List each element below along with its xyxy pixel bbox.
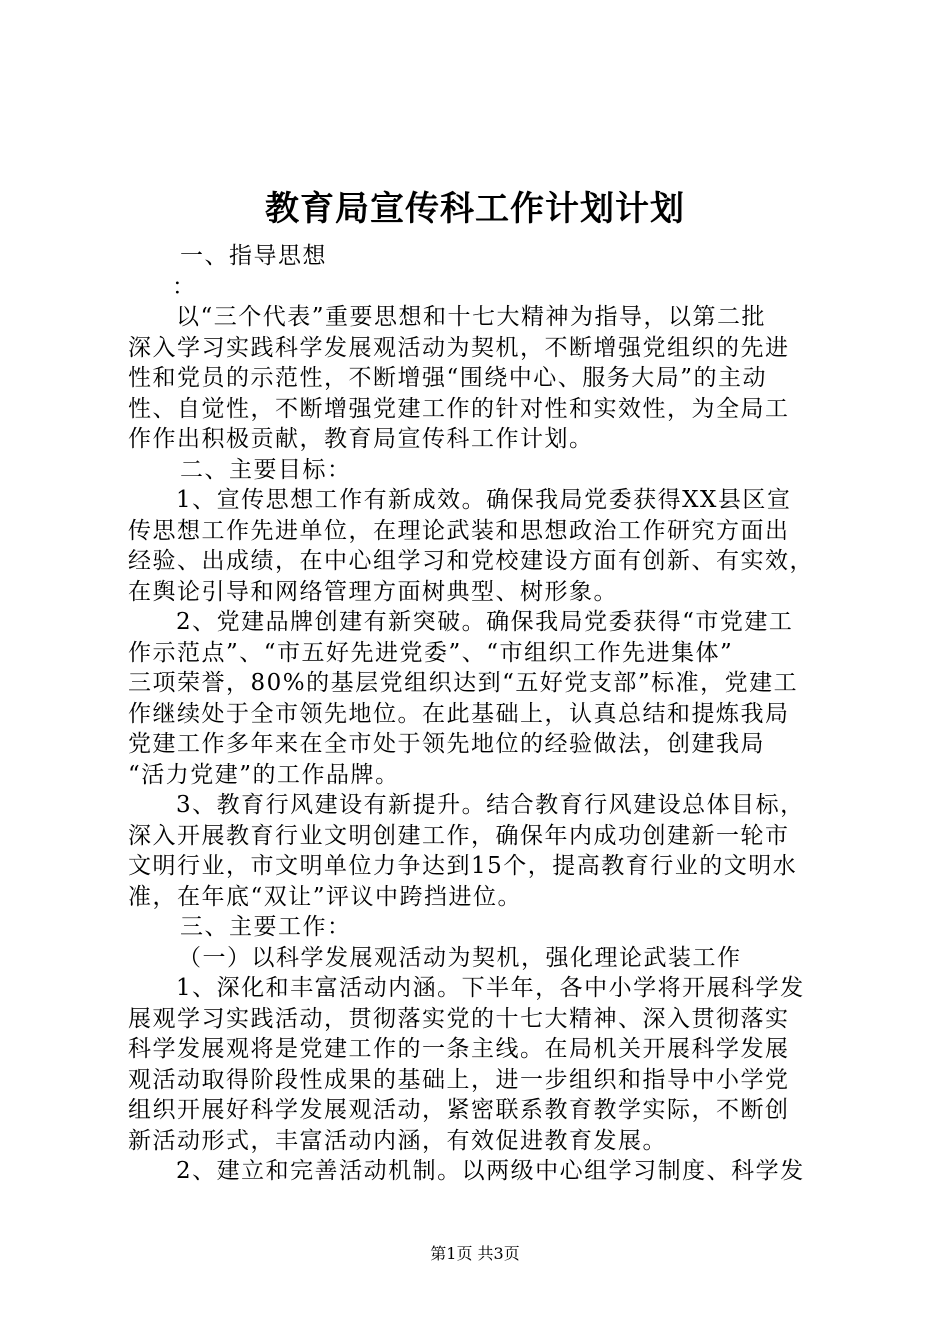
text-line: “活力党建”的工作品牌。: [128, 761, 400, 788]
section-heading: 二、主要目标：: [180, 456, 352, 483]
text-line: 作继续处于全市领先地位。在此基础上，认真总结和提炼我局: [128, 700, 790, 727]
section-heading: 一、指导思想: [180, 243, 327, 269]
subsection-heading: （一）以科学发展观活动为契机，强化理论武装工作: [178, 944, 742, 971]
text-line: 深入学习实践科学发展观活动为契机，不断增强党组织的先进: [128, 334, 790, 361]
text-line: 展观学习实践活动，贯彻落实党的十七大精神、深入贯彻落实: [128, 1005, 790, 1032]
text-line: 作作出积极贡献，教育局宣传科工作计划。: [128, 426, 594, 452]
paragraph-start: 3、教育行风建设有新提升。结合教育行风建设总体目标，: [176, 792, 805, 818]
text-line: 传思想工作先进单位，在理论武装和思想政治工作研究方面出: [128, 517, 790, 544]
paragraph-start: 2、党建品牌创建有新突破。确保我局党委获得“市党建工: [176, 609, 794, 635]
text-line: 性、自觉性，不断增强党建工作的针对性和实效性，为全局工: [128, 395, 790, 422]
text-line: 新活动形式，丰富活动内涵，有效促进教育发展。: [128, 1127, 667, 1154]
section-heading: 三、主要工作：: [180, 914, 352, 940]
document-title: 教育局宣传科工作计划计划: [265, 189, 685, 229]
text-line: 三项荣誉，80%的基层党组织达到“五好党支部”标准，党建工: [128, 670, 799, 696]
paragraph-start: 1、宣传思想工作有新成效。确保我局党委获得XX县区宣: [176, 487, 792, 513]
text-line: 作示范点”、“市五好先进党委”、“市组织工作先进集体”: [128, 639, 734, 666]
page-number: 第1页 共3页: [430, 1244, 520, 1263]
paragraph-start: 以“三个代表”重要思想和十七大精神为指导，以第二批: [176, 304, 767, 330]
paragraph-start: 2、建立和完善活动机制。以两级中心组学习制度、科学发: [176, 1158, 805, 1184]
text-line: 观活动取得阶段性成果的基础上，进一步组织和指导中小学党: [128, 1066, 790, 1093]
text-line: 准，在年底“双让”评议中跨挡进位。: [128, 883, 523, 910]
text-line: 深入开展教育行业文明创建工作，确保年内成功创建新一轮市: [128, 822, 790, 849]
text-line: 文明行业，市文明单位力争达到15个，提高教育行业的文明水: [128, 853, 798, 879]
text-line: 在舆论引导和网络管理方面树典型、树形象。: [128, 578, 618, 605]
text-line: 性和党员的示范性，不断增强“围绕中心、服务大局”的主动: [128, 365, 768, 391]
text-line: ：: [172, 273, 197, 300]
text-line: 经验、出成绩，在中心组学习和党校建设方面有创新、有实效，: [128, 548, 814, 574]
paragraph-start: 1、深化和丰富活动内涵。下半年，各中小学将开展科学发: [176, 975, 805, 1001]
text-line: 组织开展好科学发展观活动，紧密联系教育教学实际，不断创: [128, 1097, 790, 1123]
document-body: [128, 241, 840, 1187]
text-line: 科学发展观将是党建工作的一条主线。在局机关开展科学发展: [128, 1036, 790, 1062]
text-line: 党建工作多年来在全市处于领先地位的经验做法，创建我局: [128, 731, 765, 757]
